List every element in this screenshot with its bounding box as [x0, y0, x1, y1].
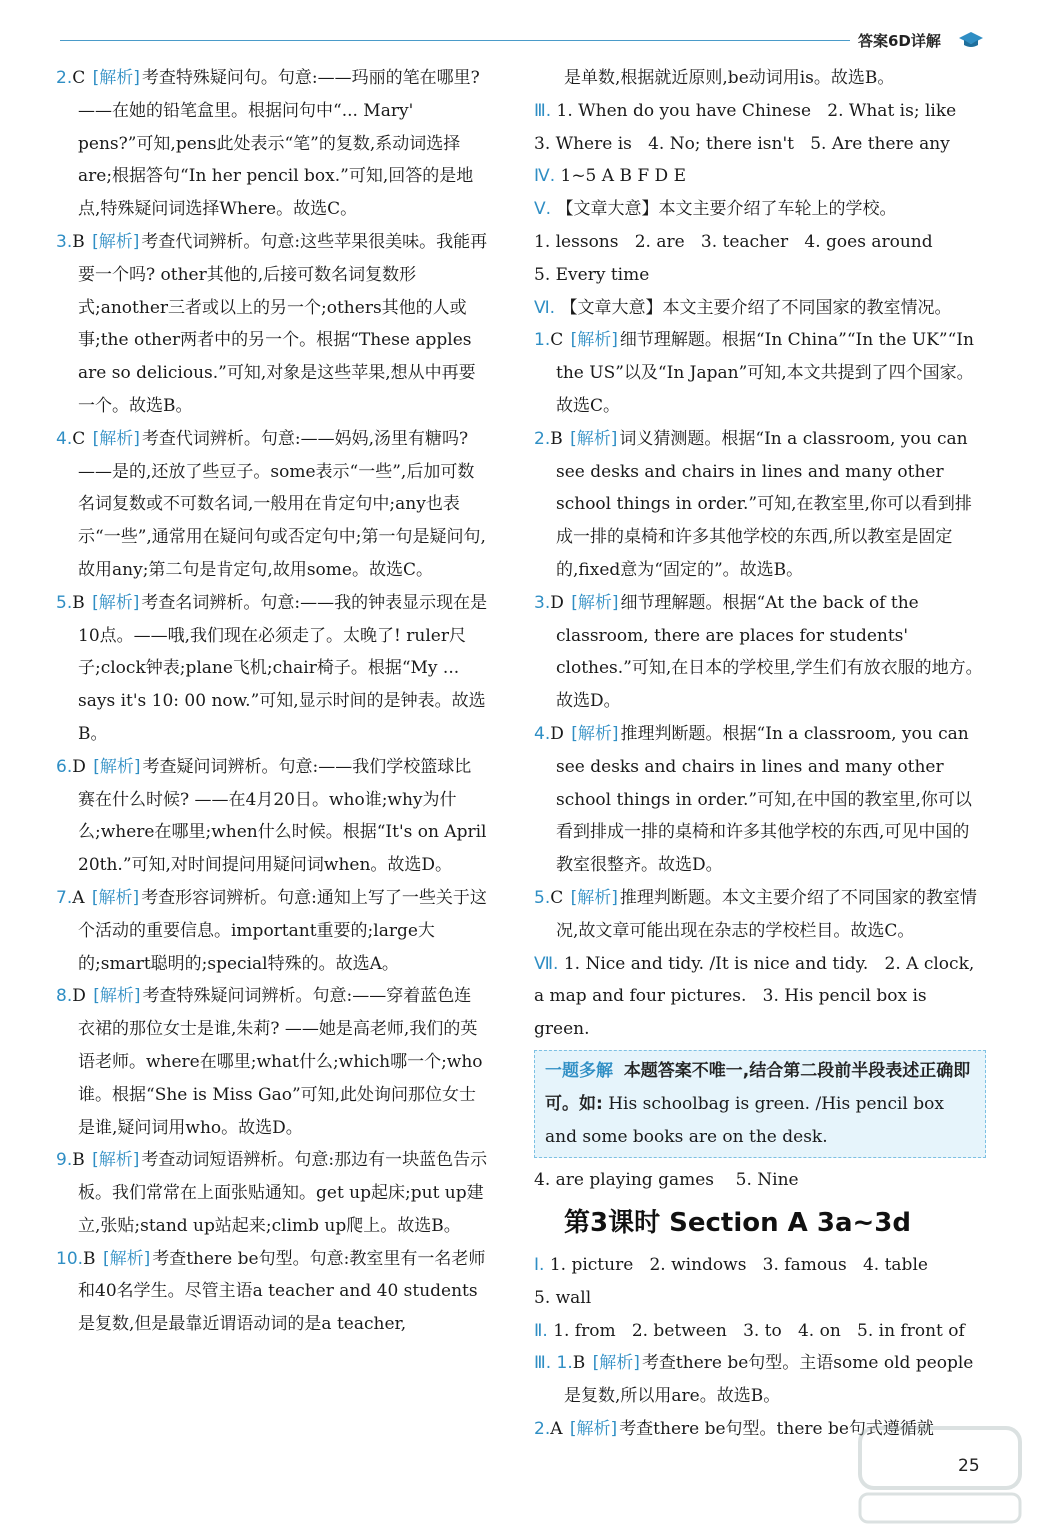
- analysis-tag: [解析]: [91, 887, 140, 908]
- section-vi-items: [534, 324, 986, 947]
- answer-entry: [534, 587, 986, 718]
- explanation-text: 考查特殊疑问句。句意:——玛丽的笔在哪里? ——在她的铅笔盒里。根据问句中“... Mary' pens?”可知,pens此处表示“笔”的复数,系动词选择are;根据答句“In her pencil box.”可知,回答的是地点,特殊疑问词选择Where。故选C。: [78, 68, 480, 220]
- question-number: 7.: [56, 887, 73, 908]
- answer-entry: [56, 62, 488, 226]
- answer-item: 4. goes around: [804, 231, 933, 252]
- continued-text: 是单数,根据就近原则,be动词用is。故选B。: [564, 68, 895, 88]
- analysis-tag: [解析]: [570, 330, 618, 351]
- explanation-text: 考查特殊疑问词辨析。句意:——穿着蓝色连衣裙的那位女士是谁,朱莉? ——她是高老师,我们的英语老师。where在哪里;what什么;which哪一个;who谁。根据“She is Miss Gao”可知,此处询问那位女士是谁,疑问词用who。故选D。: [78, 986, 483, 1138]
- analysis-tag: [解析]: [92, 68, 140, 88]
- answer-item: 3. His pencil box is green.: [534, 986, 927, 1040]
- lesson-title: 第3课时 Section A 3a~3d: [564, 1208, 911, 1239]
- answer-entry: [56, 882, 488, 980]
- answer-letter: D: [550, 723, 564, 744]
- answer-letter: C: [72, 428, 86, 449]
- graduation-cap-icon: [958, 30, 984, 50]
- answer-item: 5. Are there any: [810, 133, 950, 154]
- explanation-text: 推理判断题。根据“In a classroom, you can see desks and chairs in lines and many other school things in order.”可知,在中国的教室里,你可以看到排成一排的桌椅和许多其他学校的东西,可见中国的教室很整齐。故选D。: [556, 723, 972, 876]
- answer-item: 1. from: [553, 1320, 616, 1341]
- question-number: 6.: [56, 756, 73, 777]
- question-number: 3.: [534, 592, 551, 613]
- answer-item: 3. to: [743, 1320, 782, 1341]
- analysis-tag: [解析]: [93, 986, 141, 1007]
- answer-item: 5. in front of: [857, 1320, 965, 1341]
- answer-entry: [56, 423, 488, 587]
- section-number: Ⅲ.: [534, 1353, 552, 1374]
- answer-item: 5. Every time: [534, 264, 650, 285]
- answer-entry: [56, 1243, 488, 1341]
- answer-item: 1~5 A B F D E: [560, 166, 686, 187]
- question-number: 8.: [56, 986, 73, 1007]
- question-number: 4.: [56, 428, 73, 449]
- answer-letter: A: [550, 1419, 563, 1440]
- analysis-tag: [解析]: [102, 1248, 151, 1269]
- answer-item: 3. famous: [762, 1255, 847, 1276]
- section-number: Ⅴ.: [534, 199, 552, 220]
- answer-letter: C: [550, 330, 564, 351]
- question-number: 10.: [56, 1248, 84, 1269]
- answer-entry: [56, 751, 488, 882]
- explanation-text: 词义猜测题。根据“In a classroom, you can see desks and chairs in lines and many other school things in order.”可知,在教室里,你可以看到排成一排的桌椅和许多其他学校的东西,所以教室是固定的,fixed意为“固定的”。故选B。: [556, 428, 972, 580]
- answer-entry: [56, 226, 488, 423]
- analysis-tag: [解析]: [92, 592, 140, 613]
- tip-label: 一题多解: [545, 1060, 613, 1081]
- question-number: 5.: [534, 887, 551, 908]
- explanation-text: 考查疑问词辨析。句意:——我们学校篮球比赛在什么时候? ——在4月20日。who谁;why为什么;where在哪里;when什么时候。根据“It's on April 20th.”可知,对时间提问用疑问词when。故选D。: [78, 756, 487, 876]
- answer-item: 4. are playing games: [534, 1170, 715, 1191]
- answer-letter: B: [72, 231, 85, 252]
- answer-item: 2. windows: [649, 1255, 747, 1276]
- question-number: 5.: [56, 592, 73, 613]
- analysis-tag: [解析]: [592, 1353, 640, 1374]
- explanation-text: 推理判断题。本文主要介绍了不同国家的教室情况,故文章可能出现在杂志的学校栏目。故选C。: [556, 887, 977, 941]
- answer-letter: C: [72, 68, 86, 88]
- explanation-text: 考查there be句型。主语some old people是复数,所以用are。故选B。: [564, 1353, 974, 1407]
- answer-letter: C: [550, 887, 564, 908]
- section-vi: [534, 292, 986, 325]
- section-number: Ⅱ.: [534, 1320, 548, 1341]
- explanation-text: 细节理解题。根据“In China”“In the UK”“In the US”以及“In Japan”可知,本文共提到了四个国家。故选C。: [556, 330, 974, 416]
- section-number: Ⅶ.: [534, 953, 559, 974]
- answer-letter: A: [72, 887, 85, 908]
- explanation-text: 细节理解题。根据“At the back of the classroom, there are places for students' clothes.”可知,在日本的学校里,学生们有放衣服的地方。故选D。: [556, 592, 983, 712]
- header-rule: [60, 40, 850, 41]
- section-number: Ⅳ.: [534, 166, 556, 187]
- tip-example: His schoolbag is green. /His pencil box and some books are on the desk.: [545, 1093, 944, 1147]
- explanation-text: 考查代词辨析。句意:——妈妈,汤里有糖吗? ——是的,还放了些豆子。some表示“一些”,后加可数名词复数或不可数名词,一般用在肯定句中;any也表示“一些”,通常用在疑问句或否定句中;第一句是疑问句,故用any;第二句是肯定句,故用some。故选C。: [78, 428, 486, 580]
- answer-item: 4. No; there isn't: [648, 133, 794, 154]
- right-column: [534, 62, 986, 1446]
- section-number: Ⅰ.: [534, 1255, 545, 1276]
- answer-letter: D: [550, 592, 564, 613]
- analysis-tag: [解析]: [92, 231, 140, 252]
- analysis-tag: [解析]: [571, 592, 619, 613]
- answer-item: 1. picture: [549, 1255, 634, 1276]
- answer-item: 1. When do you have Chinese: [556, 100, 812, 121]
- explanation-text: 考查there be句型。句意:教室里有一名老师和40名学生。尽管主语a teacher and 40 students是复数,但是最靠近谓语动词的是a teacher,: [78, 1248, 486, 1335]
- answer-entry: [534, 718, 986, 882]
- question-number: 1.: [534, 330, 551, 351]
- answer-item: 2. are: [634, 231, 685, 252]
- question-number: 2.: [534, 1419, 551, 1440]
- analysis-tag: [解析]: [92, 428, 140, 449]
- explanation-text: 考查there be句型。there be句式遵循就: [619, 1419, 934, 1440]
- answer-item: 1. lessons: [534, 231, 619, 252]
- answer-letter: B: [83, 1248, 96, 1269]
- answer-letter: D: [72, 986, 86, 1007]
- page-number: 25: [958, 1456, 980, 1476]
- watermark-logo: [850, 1418, 1030, 1528]
- answer-entry: [56, 1144, 488, 1242]
- answer-entry: [534, 882, 986, 948]
- tip-box: [534, 1050, 986, 1158]
- answer-item: 4. on: [797, 1320, 841, 1341]
- question-number: 2.: [534, 428, 551, 449]
- section-number: Ⅵ.: [534, 297, 556, 318]
- section-heading: 【文章大意】本文主要介绍了车轮上的学校。: [556, 199, 897, 220]
- answer-entry: [56, 980, 488, 1144]
- analysis-tag: [解析]: [92, 1150, 140, 1171]
- answer-item: 5. Nine: [735, 1170, 799, 1191]
- section-vii-cont: [534, 1164, 986, 1197]
- answer-letter: B: [72, 592, 85, 613]
- question-number: 3.: [56, 231, 73, 252]
- question-number: 9.: [56, 1150, 73, 1171]
- answer-letter: D: [72, 756, 86, 777]
- section-heading: 【文章大意】本文主要介绍了不同国家的教室情况。: [560, 297, 952, 318]
- answer-entry: [534, 324, 986, 422]
- section-number: Ⅲ.: [534, 100, 552, 121]
- explanation-text: 考查名词辨析。句意:——我的钟表显示现在是10点。——哦,我们现在必须走了。太晚了! ruler尺子;clock钟表;plane飞机;chair椅子。根据“My ... says it's 10: 00 now.”可知,显示时间的是钟表。故选B。: [78, 592, 488, 744]
- lesson-section-iii-1: [534, 1347, 986, 1413]
- brand-label: 答案6D详解: [858, 32, 941, 50]
- explanation-text: 考查代词辨析。句意:这些苹果很美味。我能再要一个吗? other其他的,后接可数名词复数形式;another三者或以上的另一个;others其他的人或事;the other两者中的另一个。根据“These apples are so delicious.”可知,对象是这些苹果,想从中再要一个。故选B。: [78, 231, 488, 416]
- answer-item: 5. wall: [534, 1287, 592, 1308]
- answer-entry: [534, 423, 986, 587]
- explanation-text: 考查形容词辨析。句意:通知上写了一些关于这个活动的重要信息。important重要的;large大的;smart聪明的;special特殊的。故选A。: [78, 887, 487, 974]
- question-number: 2.: [56, 68, 73, 88]
- answer-item: 4. table: [862, 1255, 928, 1276]
- answer-entry: [56, 587, 488, 751]
- lesson-section-ii: [534, 1315, 986, 1348]
- answer-item: 2. between: [631, 1320, 727, 1341]
- lesson-section-i: [534, 1249, 986, 1315]
- analysis-tag: [解析]: [570, 887, 618, 908]
- tip-text: 本题答案不唯一,结合第二段前半段表述正确即可。如:: [545, 1060, 971, 1114]
- answer-letter: B: [550, 428, 563, 449]
- answer-item: 2. A clock, a map and four pictures.: [534, 953, 975, 1007]
- answer-item: 3. Where is: [534, 133, 632, 154]
- section-v: [534, 193, 986, 291]
- answer-letter: B: [572, 1353, 586, 1374]
- left-column: [56, 62, 488, 1341]
- answer-item: 1. Nice and tidy. /It is nice and tidy.: [563, 953, 869, 974]
- section-iii: [534, 95, 986, 161]
- analysis-tag: [解析]: [93, 756, 141, 777]
- question-number: 1.: [556, 1353, 573, 1374]
- analysis-tag: [解析]: [569, 1419, 618, 1440]
- section-vii: [534, 948, 986, 1046]
- explanation-text: 考查动词短语辨析。句意:那边有一块蓝色告示板。我们常常在上面张贴通知。get up起床;put up建立,张贴;stand up站起来;climb up爬上。故选B。: [78, 1150, 488, 1236]
- answer-letter: B: [72, 1150, 85, 1171]
- question-number: 4.: [534, 723, 551, 744]
- answer-item: 2. What is; like: [827, 100, 957, 121]
- analysis-tag: [解析]: [571, 723, 619, 744]
- analysis-tag: [解析]: [570, 428, 618, 449]
- section-iv: [534, 160, 986, 193]
- answer-item: 3. teacher: [700, 231, 789, 252]
